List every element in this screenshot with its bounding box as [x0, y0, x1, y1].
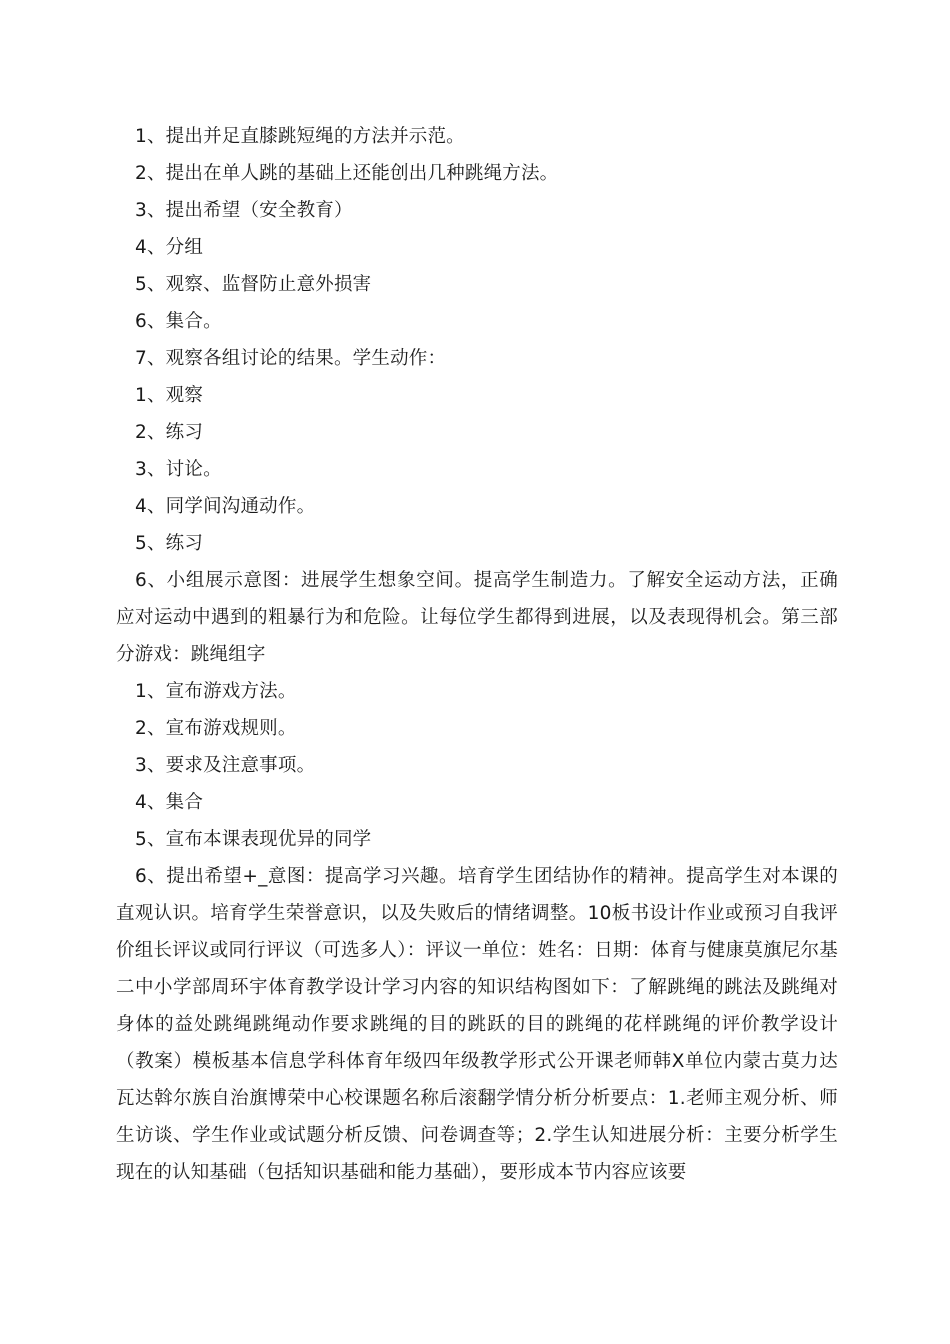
list-item: 2、提出在单人跳的基础上还能创出几种跳绳方法。	[135, 163, 559, 184]
paragraph-group-display: 6、小组展示意图：进展学生想象空间。提高学生制造力。了解安全运动方法，正确应对运动中遇到的粗暴行为和危险。让每位学生都得到进展，以及表现得机会。第三部分游戏：跳绳组字	[116, 570, 838, 665]
list-item: 4、分组	[135, 237, 204, 258]
document-body	[116, 118, 838, 1191]
list-item: 7、观察各组讨论的结果。学生动作：	[135, 348, 447, 369]
list-item: 1、提出并足直膝跳短绳的方法并示范。	[135, 126, 465, 147]
list-item: 4、同学间沟通动作。	[135, 496, 316, 517]
list-item: 2、练习	[135, 422, 204, 443]
list-item: 2、宣布游戏规则。	[135, 718, 297, 739]
list-item: 5、宣布本课表现优异的同学	[135, 829, 372, 850]
list-item: 4、集合	[135, 792, 204, 813]
list-item: 1、宣布游戏方法。	[135, 681, 297, 702]
list-item: 3、提出希望（安全教育）	[135, 200, 353, 221]
list-item: 3、讨论。	[135, 459, 222, 480]
list-item: 5、练习	[135, 533, 204, 554]
paragraph-lesson-design: 6、提出希望+_意图：提高学习兴趣。培育学生团结协作的精神。提高学生对本课的直观认识。培育学生荣誉意识，以及失败后的情绪调整。10板书设计作业或预习自我评价组长评议或同行评议（可选多人）：评议一单位：姓名：日期：体育与健康莫旗尼尔基二中小学部周环宇体育教学设计学习内容的知识结构图如下：了解跳绳的跳法及跳绳对身体的益处跳绳跳绳动作要求跳绳的目的跳跃的目的跳绳的花样跳绳的评价教学设计（教案）模板基本信息学科体育年级四年级教学形式公开课老师韩X单位内蒙古莫力达瓦达斡尔族自治旗博荣中心校课题名称后滚翻学情分析分析要点：1.老师主观分析、师生访谈、学生作业或试题分析反馈、问卷调查等；2.学生认知进展分析：主要分析学生现在的认知基础（包括知识基础和能力基础），要形成本节内容应该要	[116, 866, 838, 1183]
list-item: 3、要求及注意事项。	[135, 755, 316, 776]
list-item: 6、集合。	[135, 311, 222, 332]
list-item: 1、观察	[135, 385, 204, 406]
list-item: 5、观察、监督防止意外损害	[135, 274, 372, 295]
